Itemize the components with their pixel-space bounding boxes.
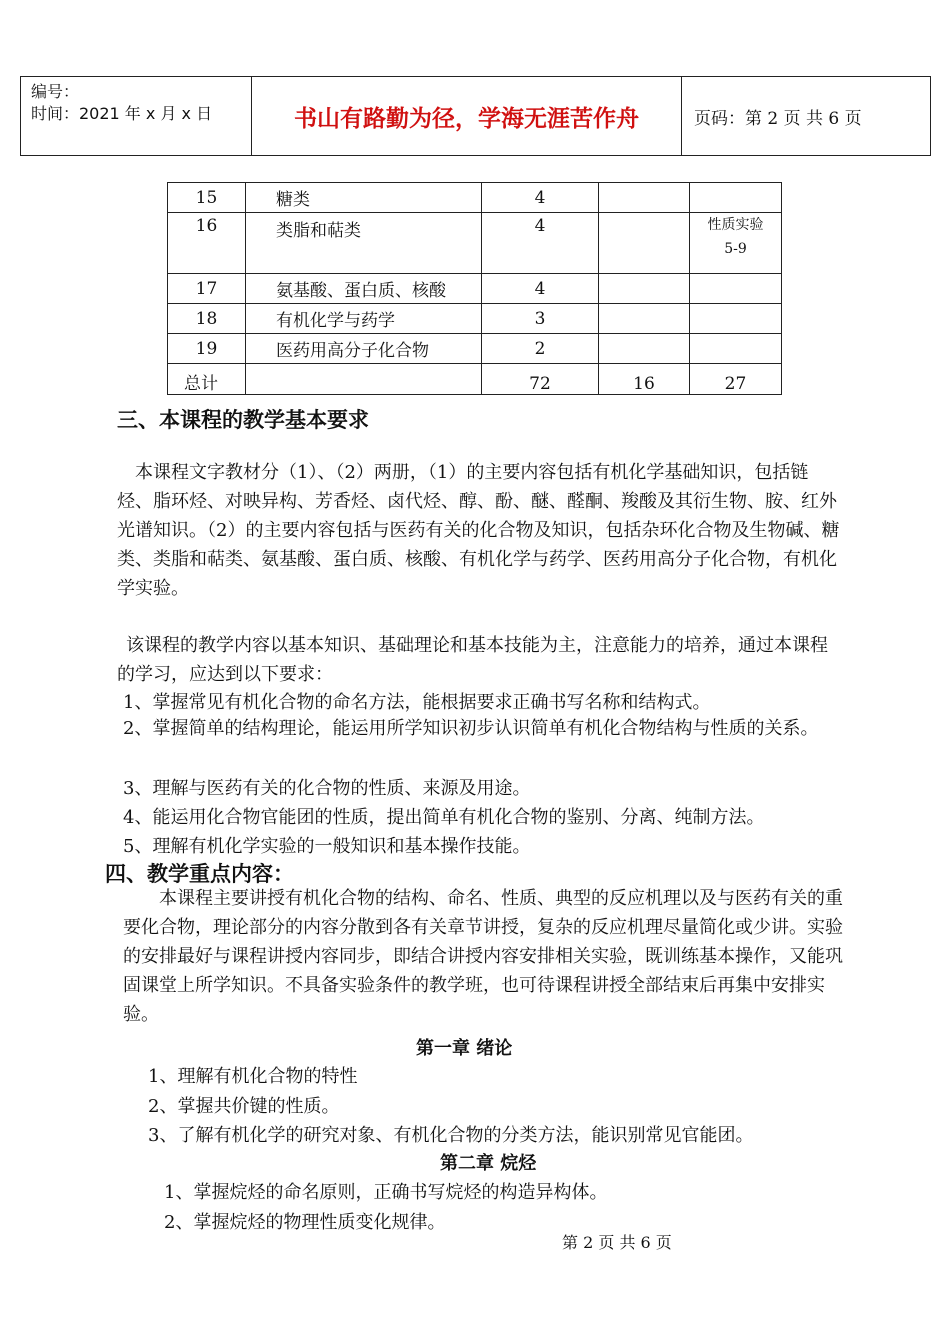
- row-hours: 3: [482, 304, 599, 334]
- row-topic: 医药用高分子化合物: [246, 334, 482, 364]
- requirement-item: 1、掌握常见有机化合物的命名方法，能根据要求正确书写名称和结构式。: [123, 692, 711, 713]
- row-topic: 类脂和萜类: [246, 213, 482, 274]
- table-row: [168, 274, 782, 304]
- serial-label: 编号：: [31, 82, 80, 101]
- row-number: 17: [168, 274, 246, 304]
- requirement-item: 5、理解有机化学实验的一般知识和基本操作技能。: [123, 836, 531, 857]
- total-note: 27: [690, 364, 782, 395]
- table-row: [168, 183, 782, 213]
- row-col4: [599, 183, 690, 213]
- chapter1-item: 1、理解有机化合物的特性: [148, 1066, 358, 1087]
- row-hours: 4: [482, 183, 599, 213]
- requirement-item: 2、掌握简单的结构理论，能运用所学知识初步认识简单有机化合物结构与性质的关系。: [123, 718, 819, 739]
- row-number: 19: [168, 334, 246, 364]
- row-note: [690, 274, 782, 304]
- row-col4: [599, 213, 690, 274]
- row-topic: 氨基酸、蛋白质、核酸: [246, 274, 482, 304]
- chapter1-title: 第一章 绪论: [416, 1038, 513, 1059]
- row-note: [690, 183, 782, 213]
- table-row: [168, 334, 782, 364]
- total-label: 总计: [168, 364, 246, 395]
- header-meta: [21, 77, 252, 156]
- section3-paragraph-2: 该课程的教学内容以基本知识、基础理论和基本技能为主，注意能力的培养，通过本课程的学习，应达到以下要求：: [117, 635, 828, 685]
- chapter1-item: 3、了解有机化学的研究对象、有机化合物的分类方法，能识别常见官能团。: [148, 1125, 754, 1146]
- table-row: [168, 304, 782, 334]
- chapter2-item: 2、掌握烷烃的物理性质变化规律。: [164, 1212, 446, 1233]
- total-col4: 16: [599, 364, 690, 395]
- chapter2-item: 1、掌握烷烃的命名原则，正确书写烷烃的构造异构体。: [164, 1182, 608, 1203]
- note-line: 性质实验: [707, 217, 764, 233]
- table-total-row: [168, 364, 782, 395]
- table-row: [168, 213, 782, 274]
- row-number: 15: [168, 183, 246, 213]
- chapter2-title: 第二章 烷烃: [440, 1153, 537, 1174]
- header-motto: 书山有路勤为径，学海无涯苦作舟: [252, 77, 682, 156]
- course-hours-table: [167, 182, 782, 395]
- row-hours: 4: [482, 274, 599, 304]
- total-hours: 72: [482, 364, 599, 395]
- row-note: [690, 213, 782, 274]
- chapter1-item: 2、掌握共价键的性质。: [148, 1096, 340, 1117]
- header-page-info: 页码：第 2 页 共 6 页: [682, 77, 931, 156]
- time-label: 时间：2021 年 x 月 x 日: [31, 104, 213, 123]
- row-note: [690, 304, 782, 334]
- total-empty: [246, 364, 482, 395]
- section4-heading: 四、教学重点内容：: [105, 862, 294, 886]
- row-topic: 糖类: [246, 183, 482, 213]
- row-col4: [599, 304, 690, 334]
- row-note: [690, 334, 782, 364]
- row-number: 18: [168, 304, 246, 334]
- page-header: [20, 76, 931, 156]
- row-col4: [599, 274, 690, 304]
- row-topic: 有机化学与药学: [246, 304, 482, 334]
- section3-heading: 三、本课程的教学基本要求: [117, 408, 369, 432]
- section3-paragraph-1: 本课程文字教材分（1）、（2）两册，（1）的主要内容包括有机化学基础知识，包括链烃、脂环烃、对映异构、芳香烃、卤代烃、醇、酚、醚、醛酮、羧酸及其衍生物、胺、红外光谱知识。（2）的主要内容包括与医药有关的化合物及知识，包括杂环化合物及生物碱、糖类、类脂和萜类、氨基酸、蛋白质、核酸、有机化学与药学、医药用高分子化合物，有机化学实验。: [117, 462, 840, 599]
- note-line: 5-9: [724, 241, 747, 257]
- page-footer: 第 2 页 共 6 页: [562, 1233, 672, 1252]
- row-col4: [599, 334, 690, 364]
- requirement-item: 4、能运用化合物官能团的性质，提出简单有机化合物的鉴别、分离、纯制方法。: [123, 807, 765, 828]
- row-hours: 2: [482, 334, 599, 364]
- row-hours: 4: [482, 213, 599, 274]
- row-number: 16: [168, 213, 246, 274]
- section4-paragraph: 本课程主要讲授有机化合物的结构、命名、性质、典型的反应机理以及与医药有关的重要化合物，理论部分的内容分散到各有关章节讲授，复杂的反应机理尽量简化或少讲。实验的安排最好与课程讲授内容同步，即结合讲授内容安排相关实验，既训练基本操作，又能巩固课堂上所学知识。不具备实验条件的教学班，也可待课程讲授全部结束后再集中安排实验。: [123, 888, 843, 1025]
- requirement-item: 3、理解与医药有关的化合物的性质、来源及用途。: [123, 778, 531, 799]
